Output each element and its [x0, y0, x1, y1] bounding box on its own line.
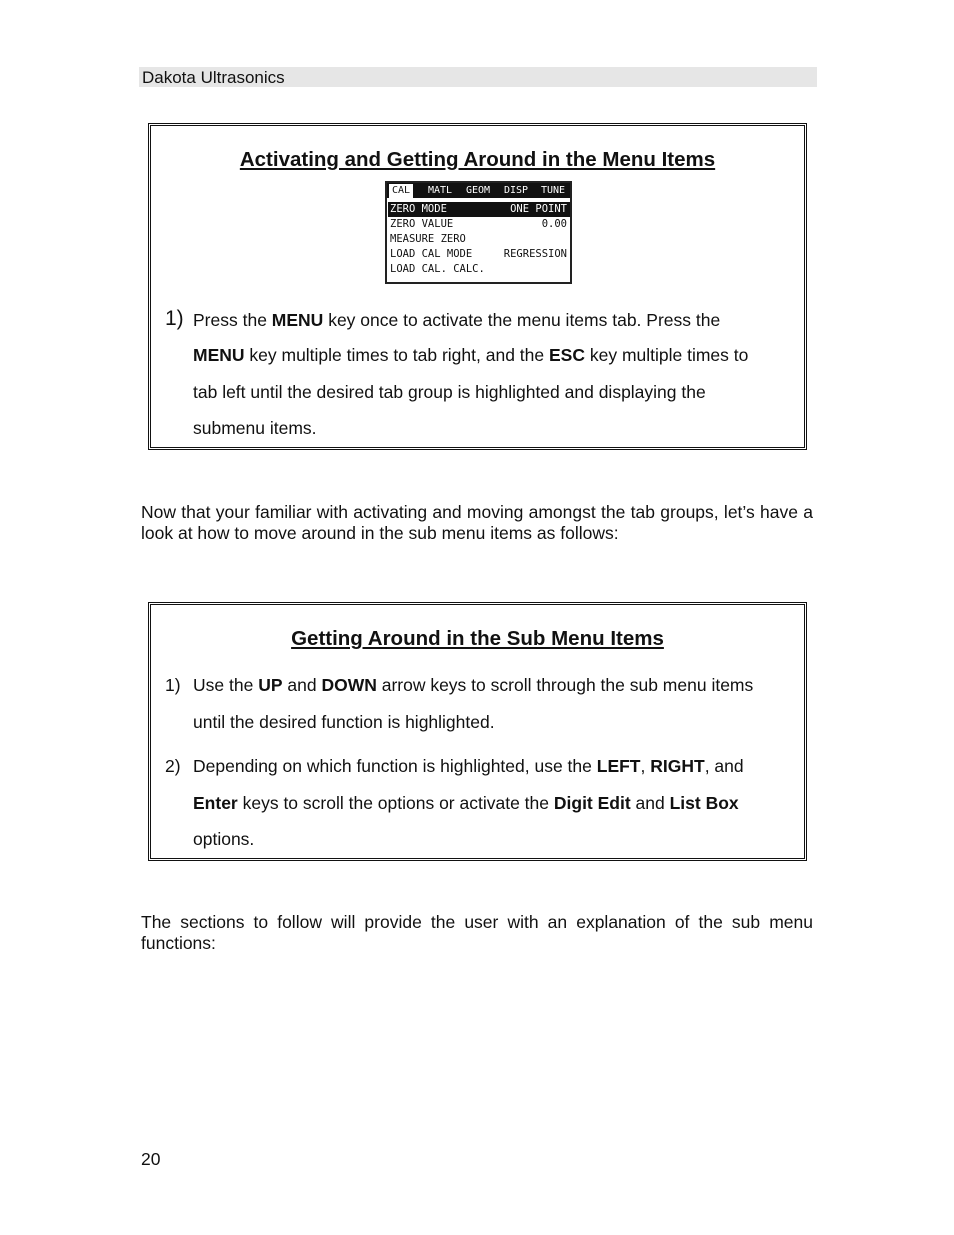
step-line: Enter keys to scroll the options or activate the Digit Edit and List Box	[193, 793, 739, 813]
lcd-row-measure-zero	[388, 232, 570, 247]
lcd-row-label: LOAD CAL MODE	[390, 248, 473, 260]
step-line: Depending on which function is highlighted, use the LEFT, RIGHT, and	[193, 756, 744, 776]
lcd-row-zero-value	[388, 217, 570, 232]
step-line: Press the MENU key once to activate the menu items tab. Press the	[193, 310, 721, 330]
lcd-row-label: ZERO VALUE	[390, 218, 454, 230]
lcd-row-load-cal-mode	[388, 247, 570, 262]
step-line: MENU key multiple times to tab right, and the ESC key multiple times to	[193, 345, 749, 365]
step-line: options.	[193, 829, 255, 849]
lcd-row-value: 0.00	[541, 218, 567, 230]
lcd-row-label: MEASURE ZERO	[390, 233, 466, 245]
lcd-row-value: ONE POINT	[510, 203, 567, 215]
box-title: Activating and Getting Around in the Menu Items	[239, 148, 716, 171]
lcd-tab-disp: DISP	[504, 185, 529, 196]
lcd-row-label: ZERO MODE	[390, 203, 447, 215]
lcd-tab-cal: CAL	[389, 184, 413, 198]
lcd-tab-geom: GEOM	[466, 185, 491, 196]
menu-items-box	[148, 123, 807, 450]
lcd-row-load-cal-calc	[388, 262, 570, 277]
lcd-row-zero-mode	[388, 202, 570, 217]
step-line: Use the UP and DOWN arrow keys to scroll through the sub menu items	[193, 675, 754, 695]
step-number: 1)	[165, 307, 184, 330]
running-header: Dakota Ultrasonics	[139, 67, 817, 87]
lcd-tab-bar	[387, 183, 570, 198]
body-paragraph: The sections to follow will provide the user with an explanation of the sub menu functions:	[141, 912, 813, 953]
lcd-screen-image	[385, 181, 572, 284]
step-line: tab left until the desired tab group is highlighted and displaying the	[193, 382, 706, 402]
step-line: until the desired function is highlighted.	[193, 712, 495, 732]
lcd-row-value: REGRESSION	[503, 248, 567, 260]
lcd-tab-tune: TUNE	[541, 185, 566, 196]
step-number: 2)	[165, 756, 181, 776]
lcd-tab-matl: MATL	[428, 185, 453, 196]
sub-menu-items-box	[148, 602, 807, 861]
step-line: submenu items.	[193, 418, 317, 438]
lcd-row-label: LOAD CAL. CALC.	[390, 263, 485, 275]
step-number: 1)	[165, 675, 181, 695]
body-paragraph: Now that your familiar with activating and moving amongst the tab groups, let’s have a look at how to move around in the sub menu items as follows:	[141, 502, 813, 543]
box-title: Getting Around in the Sub Menu Items	[291, 627, 664, 650]
page-number: 20	[141, 1149, 161, 1169]
